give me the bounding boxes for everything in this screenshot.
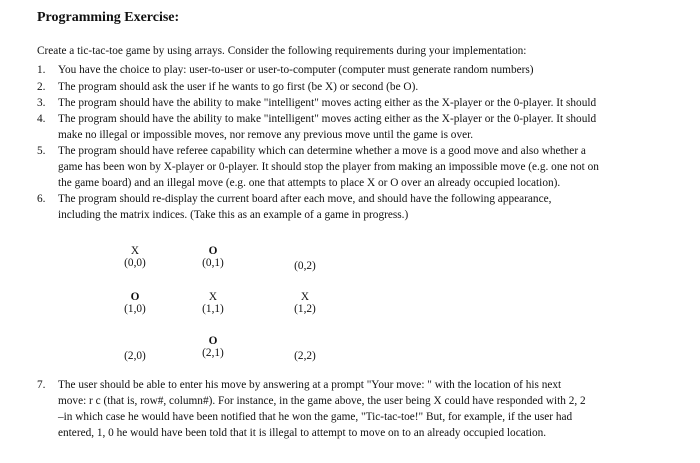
board-index: (0,1) <box>202 257 224 269</box>
board-cell <box>110 350 160 362</box>
item-line: –in which case he would have been notified that he won the game, "Tic-tac-toe!" But, for example, if the user had <box>58 411 573 423</box>
board-index: (2,0) <box>124 350 146 362</box>
board-index: (2,1) <box>202 347 224 359</box>
board-mark: O <box>208 335 218 347</box>
item-line: The program should ask the user if he wants to go first (be X) or second (be O). <box>58 81 419 93</box>
board-cell <box>188 335 238 359</box>
item-line: You have the choice to play: user-to-user or user-to-computer (computer must generate random numbers) <box>58 64 534 76</box>
board-index: (0,2) <box>294 260 316 272</box>
board-cell <box>280 291 330 315</box>
item-number: 3. <box>37 97 46 109</box>
board-mark: O <box>130 291 140 303</box>
item-number: 5. <box>37 145 46 157</box>
board-index: (0,0) <box>124 257 146 269</box>
board-mark: X <box>300 291 310 303</box>
board-index: (1,1) <box>202 303 224 315</box>
item-line: including the matrix indices. (Take this as an example of a game in progress.) <box>58 209 409 221</box>
item-line: The user should be able to enter his move by answering at a prompt "Your move: " with the location of his next <box>58 379 562 391</box>
board-index: (2,2) <box>294 350 316 362</box>
item-number: 1. <box>37 64 46 76</box>
page-title: Programming Exercise: <box>37 10 180 25</box>
board-index: (1,0) <box>124 303 146 315</box>
item-line: move: r c (that is, row#, column#). For instance, in the game above, the user being X could have responded with 2, 2 <box>58 395 586 407</box>
board-mark: O <box>208 245 218 257</box>
item-line: make no illegal or impossible moves, nor remove any previous move until the game is over. <box>58 129 474 141</box>
item-line: entered, 1, 0 he would have been told that it is illegal to attempt to move on to an already occupied location. <box>58 427 547 439</box>
item-line: The program should have the ability to make "intelligent" moves acting either as the X-player or the 0-player. It should <box>58 113 597 125</box>
board-cell <box>188 291 238 315</box>
intro-text: Create a tic-tac-toe game by using arrays. Consider the following requirements during your implementation: <box>37 45 527 57</box>
board-cell <box>280 260 330 272</box>
item-number: 4. <box>37 113 46 125</box>
board-cell <box>110 291 160 315</box>
board-cell <box>110 245 160 269</box>
item-number: 2. <box>37 81 46 93</box>
item-line: the game board) and an illegal move (e.g. one that attempts to place X or O over an already occupied location). <box>58 177 561 189</box>
item-line: The program should re-display the current board after each move, and should have the following appearance, <box>58 193 552 205</box>
board-index: (1,2) <box>294 303 316 315</box>
board-cell <box>188 245 238 269</box>
item-line: The program should have the ability to make "intelligent" moves acting either as the X-player or the 0-player. It should <box>58 97 597 109</box>
item-line: game has been won by X-player or 0-player. It should stop the player from making an impossible move (e.g. one not on <box>58 161 599 173</box>
board-mark: X <box>208 291 218 303</box>
board-cell <box>280 350 330 362</box>
item-line: The program should have referee capability which can determine whether a move is a good move and also whether a <box>58 145 586 157</box>
item-number: 7. <box>37 379 46 391</box>
item-number: 6. <box>37 193 46 205</box>
board-mark: X <box>130 245 140 257</box>
